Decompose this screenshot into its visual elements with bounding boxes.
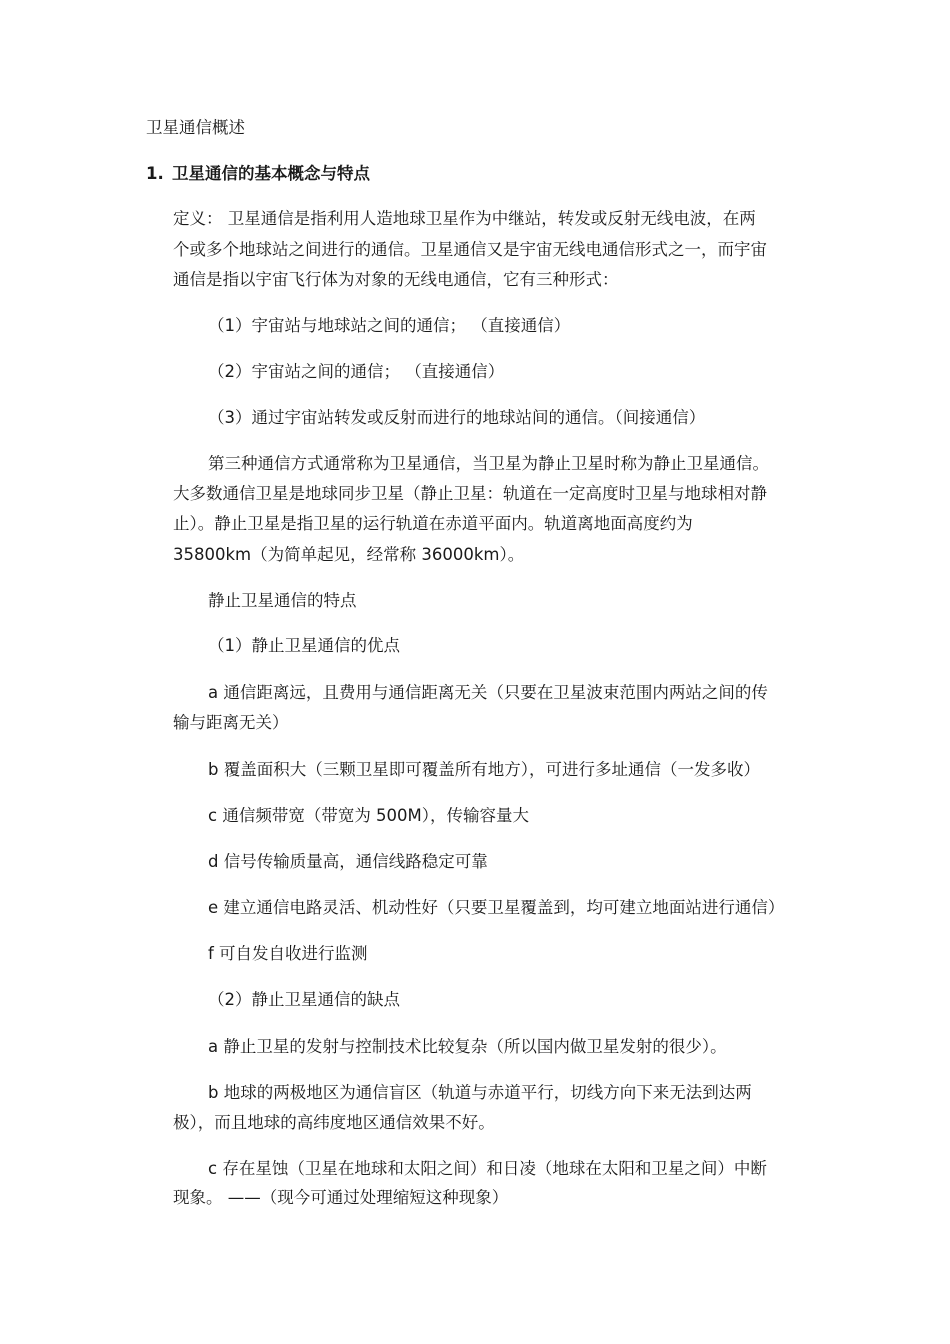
advantage-item: f 可自发自收进行监测 xyxy=(208,944,368,963)
advantage-item: e 建立通信电路灵活、机动性好（只要卫星覆盖到，均可建立地面站进行通信） xyxy=(208,898,785,917)
form-item: （3）通过宇宙站转发或反射而进行的地球站间的通信。（间接通信） xyxy=(208,408,706,427)
disadvantage-item-continued: 现象。 ——（现今可通过处理缩短这种现象） xyxy=(173,1188,509,1207)
advantage-item: b 覆盖面积大（三颗卫星即可覆盖所有地方），可进行多址通信（一发多收） xyxy=(208,760,760,779)
paragraph-line: 35800km（为简单起见，经常称 36000km）。 xyxy=(173,545,525,564)
advantage-item-continued: 输与距离无关） xyxy=(173,713,289,732)
disadvantage-item: b 地球的两极地区为通信盲区（轨道与赤道平行，切线方向下来无法到达两 xyxy=(208,1083,752,1102)
section-number: 1. xyxy=(146,164,164,183)
section-heading xyxy=(146,166,370,183)
features-title: 静止卫星通信的特点 xyxy=(208,591,357,610)
disadvantage-item: c 存在星蚀（卫星在地球和太阳之间）和日凌（地球在太阳和卫星之间）中断 xyxy=(208,1159,767,1178)
form-item: （2）宇宙站之间的通信； （直接通信） xyxy=(208,362,505,381)
document-title: 卫星通信概述 xyxy=(146,118,245,137)
definition-line: 定义： 卫星通信是指利用人造地球卫星作为中继站，转发或反射无线电波，在两 xyxy=(173,209,756,228)
disadvantage-item-continued: 极），而且地球的高纬度地区通信效果不好。 xyxy=(173,1113,495,1132)
advantage-item: d 信号传输质量高，通信线路稳定可靠 xyxy=(208,852,488,871)
section-heading-text: 卫星通信的基本概念与特点 xyxy=(172,164,370,183)
disadvantage-item: a 静止卫星的发射与控制技术比较复杂（所以国内做卫星发射的很少）。 xyxy=(208,1037,727,1056)
paragraph-line: 大多数通信卫星是地球同步卫星（静止卫星：轨道在一定高度时卫星与地球相对静 xyxy=(173,484,767,503)
form-item: （1）宇宙站与地球站之间的通信； （直接通信） xyxy=(208,316,571,335)
paragraph-line: 第三种通信方式通常称为卫星通信，当卫星为静止卫星时称为静止卫星通信。 xyxy=(208,454,769,473)
paragraph-line: 止）。静止卫星是指卫星的运行轨道在赤道平面内。轨道离地面高度约为 xyxy=(173,514,693,533)
definition-line: 通信是指以宇宙飞行体为对象的无线电通信，它有三种形式： xyxy=(173,270,619,289)
advantage-item: a 通信距离远，且费用与通信距离无关（只要在卫星波束范围内两站之间的传 xyxy=(208,683,768,702)
definition-line: 个或多个地球站之间进行的通信。卫星通信又是宇宙无线电通信形式之一，而宇宙 xyxy=(173,240,767,259)
advantage-item: c 通信频带宽（带宽为 500M），传输容量大 xyxy=(208,806,530,825)
disadvantages-title: （2）静止卫星通信的缺点 xyxy=(208,990,400,1009)
advantages-title: （1）静止卫星通信的优点 xyxy=(208,636,400,655)
